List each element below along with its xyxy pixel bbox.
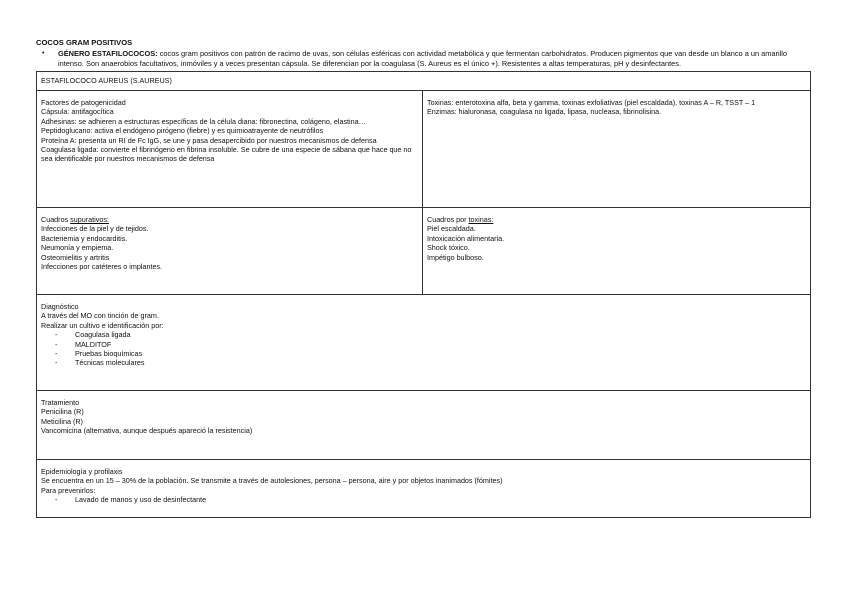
diagnosis-title: Diagnóstico <box>41 302 79 311</box>
treatment-line: Meticilina (R) <box>41 416 83 426</box>
bullet-icon: • <box>42 50 45 57</box>
diagnosis-item <box>55 340 806 349</box>
toxic-item: Impétigo bulboso. <box>427 252 484 262</box>
diagnosis-line: Realizar un cultivo e identificación por: <box>41 320 164 330</box>
toxins-cell <box>423 91 811 208</box>
epidemiology-title: Epidemiología y profilaxis <box>41 467 123 476</box>
suppurative-item: Osteomielitis y artritis <box>41 252 110 262</box>
treatment-line: Penicilina (R) <box>41 407 84 417</box>
section-heading: COCOS GRAM POSITIVOS <box>36 38 133 47</box>
toxic-title <box>427 215 806 224</box>
diagnosis-cell <box>37 295 811 391</box>
enzymes-line: Enzimas: hialuronasa, coagulasa no ligada, lipasa, nucleasa, fibrinolisina. <box>427 107 662 117</box>
table-title-cell <box>37 72 811 91</box>
diagnosis-item-text: Coagulasa ligada <box>75 330 131 340</box>
dash-marker: - <box>55 495 58 505</box>
epidemiology-line: Para prevenirlos: <box>41 485 96 495</box>
treatment-line: Vancomicina (alternativa, aunque después apareció la resistencia) <box>41 426 253 436</box>
suppurative-item: Neumonía y empiema. <box>41 243 114 253</box>
suppurative-item: Infecciones por catéteres o implantes. <box>41 262 163 272</box>
clinical-pictures-row <box>37 208 811 295</box>
suppurative-item: Infecciones de la piel y de tejidos. <box>41 224 149 234</box>
factors-row <box>37 91 811 208</box>
dash-marker: - <box>55 339 58 349</box>
suppurative-title-underlined: supurativos: <box>70 215 109 224</box>
factors-title: Factores de patogenicidad <box>41 98 126 107</box>
epidemiology-row <box>37 460 811 518</box>
suppurative-cell <box>37 208 423 295</box>
factor-line: Peptidoglucano: activa el endógeno pirógeno (fiebre) y es quimioatrayente de neutrófilos <box>41 126 324 136</box>
toxic-item: Shock tóxico. <box>427 243 470 253</box>
factor-line: Proteína A: presenta un RI de Fc IgG, se une y pasa desapercibido por nuestros mecanismos de defensa <box>41 135 377 145</box>
dash-marker: - <box>55 349 58 359</box>
toxic-item: Intoxicación alimentaria. <box>427 233 505 243</box>
pathogenicity-factors-cell <box>37 91 423 208</box>
toxic-pictures-cell <box>423 208 811 295</box>
table-title: ESTAFILOCOCO AUREUS (S.AUREUS) <box>41 76 172 85</box>
treatment-row <box>37 391 811 460</box>
treatment-cell <box>37 391 811 460</box>
epidemiology-line: Se encuentra en un 15 – 30% de la población. Se transmite a través de autolesiones, persona – persona, aire y por objetos inanimados (fómites) <box>41 476 503 486</box>
toxic-title-underlined: toxinas: <box>468 215 494 224</box>
suppurative-title-prefix: Cuadros <box>41 215 71 224</box>
treatment-title: Tratamiento <box>41 398 80 407</box>
diagnosis-line: A través del MO con tinción de gram. <box>41 311 159 321</box>
toxins-line: Toxinas: enterotoxina alfa, beta y gamma, toxinas exfoliativas (piel escaldada), toxinas A – R, TSST – 1 <box>427 98 756 107</box>
diagnosis-row <box>37 295 811 391</box>
toxic-item: Piel escaldada. <box>427 224 476 234</box>
genus-description <box>58 49 810 69</box>
diagnosis-item <box>55 349 806 358</box>
staph-aureus-table <box>36 71 811 518</box>
factor-line: Cápsula: antifagocítica <box>41 107 114 117</box>
diagnosis-item-text: MALDITOF <box>75 339 112 349</box>
toxic-title-prefix: Cuadros por <box>427 215 469 224</box>
table-title-row <box>37 72 811 91</box>
factor-line: Adhesinas: se adhieren a estructuras específicas de la célula diana: fibronectina, colágeno, elastina… <box>41 116 366 126</box>
epidemiology-cell <box>37 460 811 518</box>
suppurative-item: Bacteriemia y endocarditis. <box>41 233 128 243</box>
suppurative-title <box>41 215 418 224</box>
dash-marker: - <box>55 358 58 368</box>
document-page <box>36 38 810 518</box>
diagnosis-item-text: Técnicas moleculares <box>75 358 145 368</box>
genus-bullet-item <box>42 49 810 69</box>
diagnosis-item <box>55 358 806 367</box>
prevention-item-text: Lavado de manos y uso de desinfectante <box>75 495 207 505</box>
diagnosis-item <box>55 330 806 339</box>
prevention-item <box>55 495 806 504</box>
genus-text: cocos gram positivos con patrón de racimo de uvas, son células esféricas con actividad metabólica y que fermentan carbohidratos. Producen pigmentos que van desde un blanco a un amarillo intenso. Son anaerobios facultativos, inmóviles y a veces presentan cápsula. Se diferencian por la coagulasa (S. Aureus es el único +). Resistentes a altas temperaturas, pH y desinfectantes. <box>58 49 788 68</box>
dash-marker: - <box>55 330 58 340</box>
genus-label: GÉNERO ESTAFILOCOCOS: <box>58 49 158 58</box>
factor-line: Coagulasa ligada: convierte el fibrinógeno en fibrina insoluble. Se cubre de una especie de sábana que hace que no sea identificable por nuestros mecanismos de defensa <box>41 145 412 164</box>
diagnosis-item-text: Pruebas bioquímicas <box>75 349 143 359</box>
